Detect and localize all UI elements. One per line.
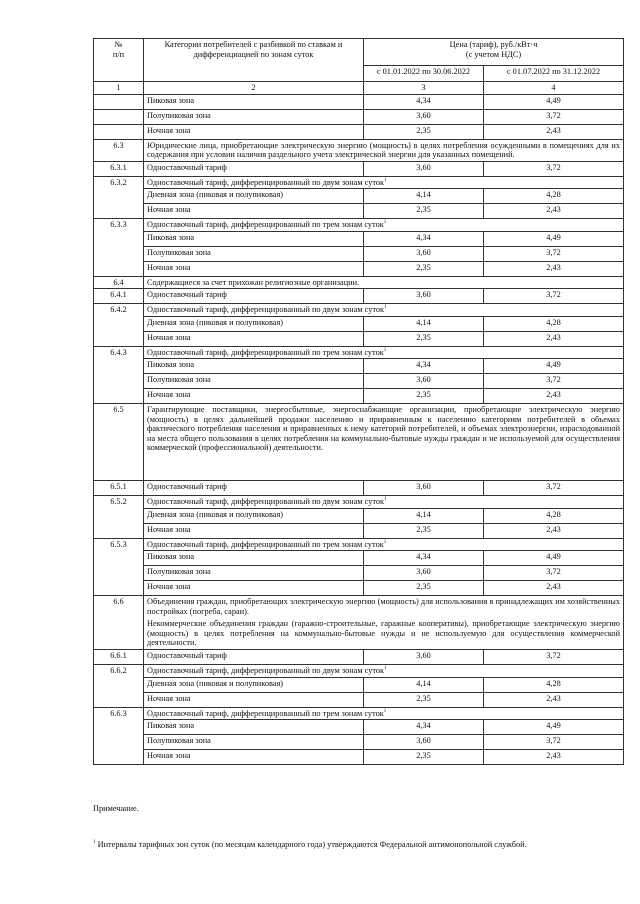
category-text: Юридические лица, приобретающие электрическую энергию (мощность) в целях потребления осужденными в помещениях для их содержания при условии наличия раздельного учета электрической энергии для указанных помещений. xyxy=(147,140,621,160)
price-period-2: 3,72 xyxy=(484,246,624,261)
row-label: Одноставочный тариф xyxy=(144,481,364,496)
tariff-row xyxy=(94,161,624,176)
group-label xyxy=(144,496,624,509)
price-period-1: 3,60 xyxy=(364,481,484,496)
group-label-text: Одноставочный тариф, дифференцированный по двум зонам суток xyxy=(147,665,385,675)
row-label: Ночная зона xyxy=(144,523,364,538)
group-label-text: Одноставочный тариф, дифференцированный по трем зонам суток xyxy=(147,708,384,718)
group-label xyxy=(144,346,624,359)
price-period-1: 2,35 xyxy=(364,750,484,765)
category-row xyxy=(94,404,624,481)
row-label: Одноставочный тариф xyxy=(144,649,364,664)
tariff-row xyxy=(94,677,624,692)
tariff-row xyxy=(94,720,624,735)
price-period-1: 3,60 xyxy=(364,735,484,750)
category-description xyxy=(144,276,624,289)
row-label: Пиковая зона xyxy=(144,231,364,246)
group-label-text: Одноставочный тариф, дифференцированный по двум зонам суток xyxy=(147,177,385,187)
row-number: 6.6.2 xyxy=(94,664,144,707)
price-period-1: 2,35 xyxy=(364,331,484,346)
category-description xyxy=(144,596,624,650)
category-text: Объединения граждан, приобретающих электрическую энергию (мощность) для использования в принадлежащих им хозяйственных постройках (погреба, сараи). xyxy=(147,597,621,616)
row-label: Дневная зона (пиковая и полупиковая) xyxy=(144,189,364,204)
footnote-ref: 1 xyxy=(384,177,387,183)
group-label xyxy=(144,664,624,677)
row-number: 6.6.3 xyxy=(94,707,144,765)
footnote-ref: 1 xyxy=(384,497,387,503)
price-period-2: 4,28 xyxy=(484,189,624,204)
category-description xyxy=(144,139,624,161)
tariff-group-row xyxy=(94,664,624,677)
row-number: 6.5 xyxy=(94,404,144,481)
tariff-group-row xyxy=(94,219,624,232)
row-label: Ночная зона xyxy=(144,261,364,276)
row-label: Ночная зона xyxy=(144,204,364,219)
price-period-2: 4,49 xyxy=(484,231,624,246)
price-period-2: 2,43 xyxy=(484,331,624,346)
group-label xyxy=(144,304,624,317)
footnote-mark: 1 xyxy=(93,840,96,846)
row-number: 6.3.2 xyxy=(94,176,144,219)
price-period-2: 3,72 xyxy=(484,735,624,750)
price-period-1: 4,34 xyxy=(364,359,484,374)
price-period-1: 4,14 xyxy=(364,189,484,204)
category-text: Содержащиеся за счет прихожан религиозные организации. xyxy=(147,277,360,287)
header-index: 1 xyxy=(94,82,144,95)
tariff-row xyxy=(94,246,624,261)
header-index: 3 xyxy=(364,82,484,95)
tariff-row xyxy=(94,649,624,664)
row-number: 6.6.1 xyxy=(94,649,144,664)
price-period-2: 3,72 xyxy=(484,374,624,389)
tariff-row xyxy=(94,261,624,276)
tariff-row xyxy=(94,566,624,581)
header-index: 4 xyxy=(484,82,624,95)
price-period-2: 2,43 xyxy=(484,692,624,707)
price-period-1: 3,60 xyxy=(364,109,484,124)
price-period-2: 4,28 xyxy=(484,316,624,331)
tariff-row xyxy=(94,389,624,404)
header-price: Цена (тариф), руб./кВт·ч (с учетом НДС) xyxy=(364,39,624,66)
row-label: Пиковая зона xyxy=(144,359,364,374)
category-text: Гарантирующие поставщики, энергосбытовые, энергоснабжающие организации, приобретающие электрическую энергию (мощность) в целях дальнейшей продажи населению и приравненным к населению категориям потребителей в объемах фактического потребления населения и приравненных к нему категорий потребителей, и объемах электроэнергии, израсходованной на места общего пользования в целях потребления на коммунально-бытовые нужды граждан и не используемой для осуществления коммерческой (профессиональной) деятельности. xyxy=(147,405,621,453)
row-number: 6.6 xyxy=(94,596,144,650)
category-text: Некоммерческие объединения граждан (гаражно-строительные, гаражные кооперативы), приобретающие электрическую энергию (мощность) в целях потребления на коммунально-бытовые нужды и не используемую для осуществления коммерческой деятельности. xyxy=(147,619,621,648)
group-label-text: Одноставочный тариф, дифференцированный по трем зонам суток xyxy=(147,347,384,357)
price-period-2: 2,43 xyxy=(484,750,624,765)
row-label: Ночная зона xyxy=(144,750,364,765)
row-number: 6.4.2 xyxy=(94,304,144,347)
price-period-2: 3,72 xyxy=(484,481,624,496)
price-period-2: 4,28 xyxy=(484,677,624,692)
header-row xyxy=(94,39,624,66)
row-label: Ночная зона xyxy=(144,124,364,139)
price-period-2: 4,49 xyxy=(484,720,624,735)
tariff-group-row xyxy=(94,304,624,317)
row-label: Ночная зона xyxy=(144,692,364,707)
row-number: 6.3.3 xyxy=(94,219,144,277)
category-row xyxy=(94,596,624,650)
price-period-2: 2,43 xyxy=(484,124,624,139)
price-period-1: 3,60 xyxy=(364,566,484,581)
category-row xyxy=(94,139,624,161)
row-label: Полупиковая зона xyxy=(144,566,364,581)
footnote-ref: 1 xyxy=(384,305,387,311)
tariff-row xyxy=(94,316,624,331)
tariff-group-row xyxy=(94,538,624,551)
tariff-row xyxy=(94,204,624,219)
price-period-2: 4,28 xyxy=(484,508,624,523)
row-label: Пиковая зона xyxy=(144,720,364,735)
row-number: 6.5.1 xyxy=(94,481,144,496)
header-category: Категории потребителей с разбивкой по ставкам и дифференциацией по зонам суток xyxy=(144,39,364,82)
price-period-1: 4,34 xyxy=(364,720,484,735)
group-label-text: Одноставочный тариф, дифференцированный по двум зонам суток xyxy=(147,497,385,507)
footnote-ref: 1 xyxy=(383,540,387,546)
row-label: Ночная зона xyxy=(144,331,364,346)
row-number: 6.5.2 xyxy=(94,496,144,539)
tariff-row xyxy=(94,581,624,596)
group-label-text: Одноставочный тариф, дифференцированный по трем зонам суток xyxy=(147,220,384,230)
row-label: Полупиковая зона xyxy=(144,735,364,750)
tariff-row xyxy=(94,750,624,765)
row-label: Пиковая зона xyxy=(144,551,364,566)
tariff-row xyxy=(94,124,624,139)
row-label: Полупиковая зона xyxy=(144,374,364,389)
note-label: Примечание. xyxy=(93,804,139,813)
header-index: 2 xyxy=(144,82,364,95)
tariff-row xyxy=(94,231,624,246)
price-period-2: 3,72 xyxy=(484,566,624,581)
price-period-1: 2,35 xyxy=(364,523,484,538)
tariff-row xyxy=(94,551,624,566)
row-label: Одноставочный тариф xyxy=(144,289,364,304)
price-period-2: 2,43 xyxy=(484,523,624,538)
footnote xyxy=(93,840,613,849)
row-number: 6.4.1 xyxy=(94,289,144,304)
tariff-row xyxy=(94,692,624,707)
price-period-2: 2,43 xyxy=(484,261,624,276)
tariff-row xyxy=(94,735,624,750)
tariff-row xyxy=(94,523,624,538)
row-number: 6.5.3 xyxy=(94,538,144,596)
price-period-2: 3,72 xyxy=(484,109,624,124)
row-number: 6.4 xyxy=(94,276,144,289)
price-period-1: 4,14 xyxy=(364,677,484,692)
tariff-row xyxy=(94,109,624,124)
group-label xyxy=(144,176,624,189)
price-period-1: 4,14 xyxy=(364,316,484,331)
group-label-text: Одноставочный тариф, дифференцированный по двум зонам суток xyxy=(147,305,385,315)
price-period-1: 2,35 xyxy=(364,204,484,219)
price-period-2: 4,49 xyxy=(484,551,624,566)
row-label: Ночная зона xyxy=(144,581,364,596)
row-number-empty xyxy=(94,109,144,124)
row-label: Полупиковая зона xyxy=(144,109,364,124)
category-description xyxy=(144,404,624,481)
header-period-1: с 01.01.2022 по 30.06.2022 xyxy=(364,66,484,82)
row-number: 6.3 xyxy=(94,139,144,161)
price-period-1: 4,14 xyxy=(364,508,484,523)
price-period-1: 2,35 xyxy=(364,692,484,707)
group-label-text: Одноставочный тариф, дифференцированный по трем зонам суток xyxy=(147,539,384,549)
footnote-ref: 1 xyxy=(383,220,387,226)
tariff-group-row xyxy=(94,496,624,509)
header-index-row xyxy=(94,82,624,95)
price-period-2: 2,43 xyxy=(484,204,624,219)
tariff-row xyxy=(94,289,624,304)
price-period-2: 2,43 xyxy=(484,581,624,596)
row-number-empty xyxy=(94,124,144,139)
row-label: Дневная зона (пиковая и полупиковая) xyxy=(144,677,364,692)
tariff-table xyxy=(93,38,624,765)
price-period-1: 3,60 xyxy=(364,374,484,389)
group-label xyxy=(144,538,624,551)
price-period-2: 4,49 xyxy=(484,359,624,374)
tariff-group-row xyxy=(94,707,624,720)
tariff-row xyxy=(94,359,624,374)
tariff-row xyxy=(94,94,624,109)
row-number: 6.3.1 xyxy=(94,161,144,176)
price-period-1: 2,35 xyxy=(364,261,484,276)
price-period-1: 4,34 xyxy=(364,231,484,246)
price-period-1: 3,60 xyxy=(364,649,484,664)
tariff-row xyxy=(94,331,624,346)
price-period-1: 2,35 xyxy=(364,389,484,404)
price-period-1: 3,60 xyxy=(364,161,484,176)
tariff-row xyxy=(94,189,624,204)
row-label: Пиковая зона xyxy=(144,94,364,109)
tariff-group-row xyxy=(94,176,624,189)
row-number: 6.4.3 xyxy=(94,346,144,404)
footnote-ref: 1 xyxy=(383,708,387,714)
tariff-row xyxy=(94,481,624,496)
header-num: № п/п xyxy=(94,39,144,82)
tariff-group-row xyxy=(94,346,624,359)
price-period-2: 3,72 xyxy=(484,649,624,664)
row-label: Ночная зона xyxy=(144,389,364,404)
price-period-2: 4,49 xyxy=(484,94,624,109)
price-period-1: 2,35 xyxy=(364,124,484,139)
price-period-2: 3,72 xyxy=(484,289,624,304)
header-period-2: с 01.07.2022 по 31.12.2022 xyxy=(484,66,624,82)
footnote-ref: 1 xyxy=(384,666,387,672)
price-period-1: 4,34 xyxy=(364,94,484,109)
tariff-row xyxy=(94,374,624,389)
footnote-ref: 1 xyxy=(383,347,387,353)
footnote-text: Интервалы тарифных зон суток (по месяцам календарного года) утверждаются Федеральной антимонопольной службой. xyxy=(97,840,527,849)
row-label: Дневная зона (пиковая и полупиковая) xyxy=(144,508,364,523)
category-row xyxy=(94,276,624,289)
price-period-1: 3,60 xyxy=(364,246,484,261)
tariff-row xyxy=(94,508,624,523)
price-period-2: 3,72 xyxy=(484,161,624,176)
price-period-1: 2,35 xyxy=(364,581,484,596)
price-period-1: 3,60 xyxy=(364,289,484,304)
group-label xyxy=(144,707,624,720)
row-label: Полупиковая зона xyxy=(144,246,364,261)
row-label: Дневная зона (пиковая и полупиковая) xyxy=(144,316,364,331)
price-period-1: 4,34 xyxy=(364,551,484,566)
row-number-empty xyxy=(94,94,144,109)
row-label: Одноставочный тариф xyxy=(144,161,364,176)
group-label xyxy=(144,219,624,232)
price-period-2: 2,43 xyxy=(484,389,624,404)
